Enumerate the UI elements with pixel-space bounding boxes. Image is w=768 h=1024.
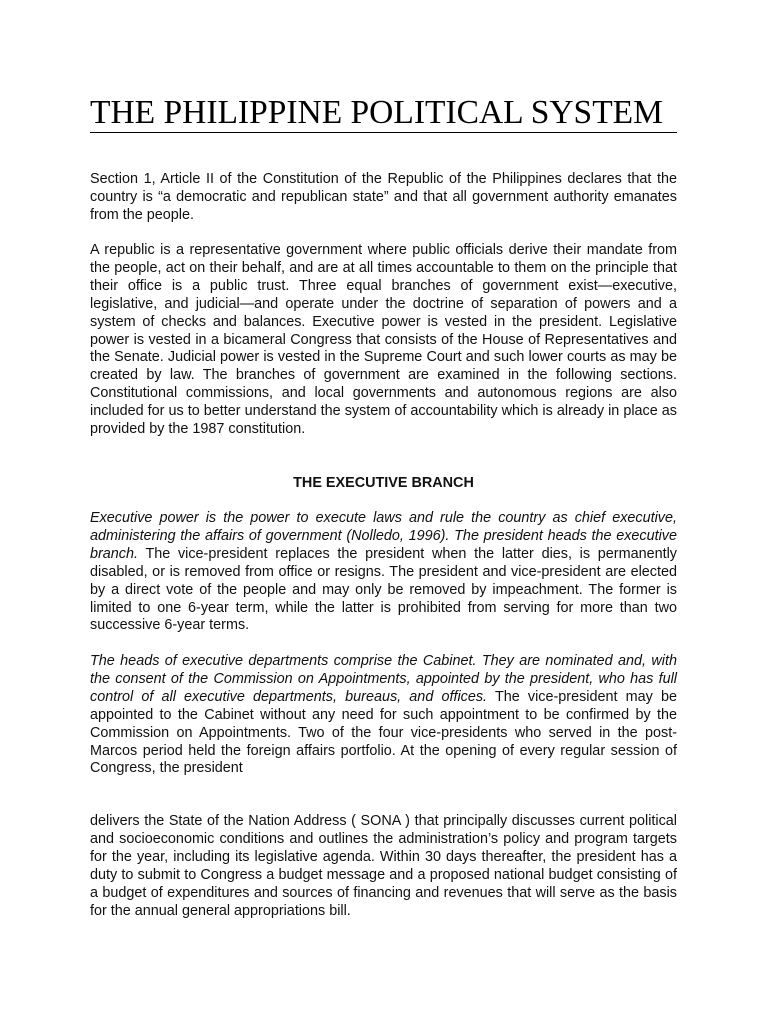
paragraph-republic: A republic is a representative government where public officials derive their mandate from the people, act on their behalf, and are at all times accountable to them on the principle that their office is a public trust. Three equal branches of government exist—executive, legislative, and judicial—and operate under the doctrine of separation of powers and a system of checks and balances. Executive power is vested in the president. Legislative power is vested in a bicameral Congress that consists of the House of Representatives and the Senate. Judicial power is vested in the Supreme Court and such lower courts as may be created by law. The branches of government are examined in the following sections. Constitutional commissions, and local governments and autonomous regions are also included for us to better understand the system of accountability which is already in place as provided by the 1987 constitution.: [90, 242, 677, 438]
title-underline: [90, 132, 677, 133]
section-heading-executive-branch: THE EXECUTIVE BRANCH: [293, 475, 474, 491]
paragraph-executive-power: [90, 510, 677, 635]
paragraph-cabinet-italic: The heads of executive departments comprise the Cabinet. They are nominated and, with the consent of the Commission on Appointments, appointed by the president, who has full control of all executive departments, bureaus, and offices.: [90, 653, 677, 705]
paragraph-executive-power-italic: Executive power is the power to execute laws and rule the country as chief executive, administering the affairs of government (Nolledo, 1996). The president heads the executive branch.: [90, 510, 677, 562]
paragraph-cabinet: [90, 653, 677, 778]
paragraph-sona: delivers the State of the Nation Address ( SONA ) that principally discusses current political and socioeconomic conditions and outlines the administration’s policy and program targets for the year, including its legislative agenda. Within 30 days thereafter, the president has a duty to submit to Congress a budget message and a proposed national budget consisting of a budget of expenditures and sources of financing and revenues that will serve as the basis for the annual general appropriations bill.: [90, 813, 677, 919]
document-title: THE PHILIPPINE POLITICAL SYSTEM: [90, 94, 663, 131]
paragraph-cabinet-regular: The vice-president may be appointed to the Cabinet without any need for such appointment to be confirmed by the Commission on Appointments. Two of the four vice-presidents who served in the post-Marcos period held the foreign affairs portfolio. At the opening of every regular session of Congress, the president: [90, 688, 677, 777]
paragraph-executive-power-regular: The vice-president replaces the president when the latter dies, is permanently disabled, or is removed from office or resigns. The president and vice-president are elected by a direct vote of the people and may only be removed by impeachment. The former is limited to one 6-year term, while the latter is prohibited from serving for more than two successive 6-year terms.: [90, 545, 677, 634]
paragraph-constitution: Section 1, Article II of the Constitution of the Republic of the Philippines declares that the country is “a democratic and republican state” and that all government authority emanates from the people.: [90, 171, 677, 223]
